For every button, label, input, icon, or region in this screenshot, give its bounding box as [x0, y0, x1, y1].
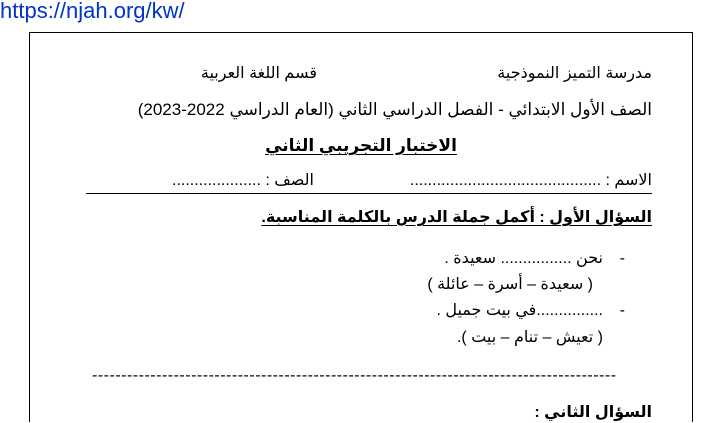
grade-semester-line: الصف الأول الابتدائي - الفصل الدراسي الثاني (العام الدراسي 2022-2023) — [137, 100, 652, 119]
department-name: قسم اللغة العربية — [200, 65, 317, 82]
item-bullet: - — [619, 250, 625, 267]
section-separator: ------------------------------------------------------------------------------------------ — [92, 367, 617, 384]
question1-title: السؤال الأول : أكمل جملة الدرس بالكلمة المناسبة. — [261, 209, 652, 226]
student-name-field: الاسم : ........................................... — [409, 172, 652, 189]
item-bullet: - — [619, 302, 625, 319]
question1-item-2 — [436, 301, 625, 321]
question1-item-1 — [444, 249, 625, 269]
item-sentence: نحن ................ سعيدة . — [444, 250, 603, 267]
question1-item-2-options: ( تعيش – تنام – بيت ). — [456, 329, 603, 346]
question2-title: السؤال الثاني : — [534, 404, 652, 421]
field-divider-line — [86, 193, 652, 194]
school-name: مدرسة التميز النموذجية — [497, 65, 652, 82]
exam-title — [30, 136, 692, 156]
worksheet-frame — [29, 32, 693, 422]
student-class-field: الصف : .................... — [172, 172, 314, 189]
item-sentence: ...............في بيت جميل . — [436, 302, 603, 319]
exam-title-text: الاختبار التجريبي الثاني — [265, 136, 457, 155]
question1-item-1-options: ( سعيدة – أسرة – عائلة ) — [427, 276, 593, 293]
source-url-link[interactable]: https://njah.org/kw/ — [0, 0, 185, 23]
